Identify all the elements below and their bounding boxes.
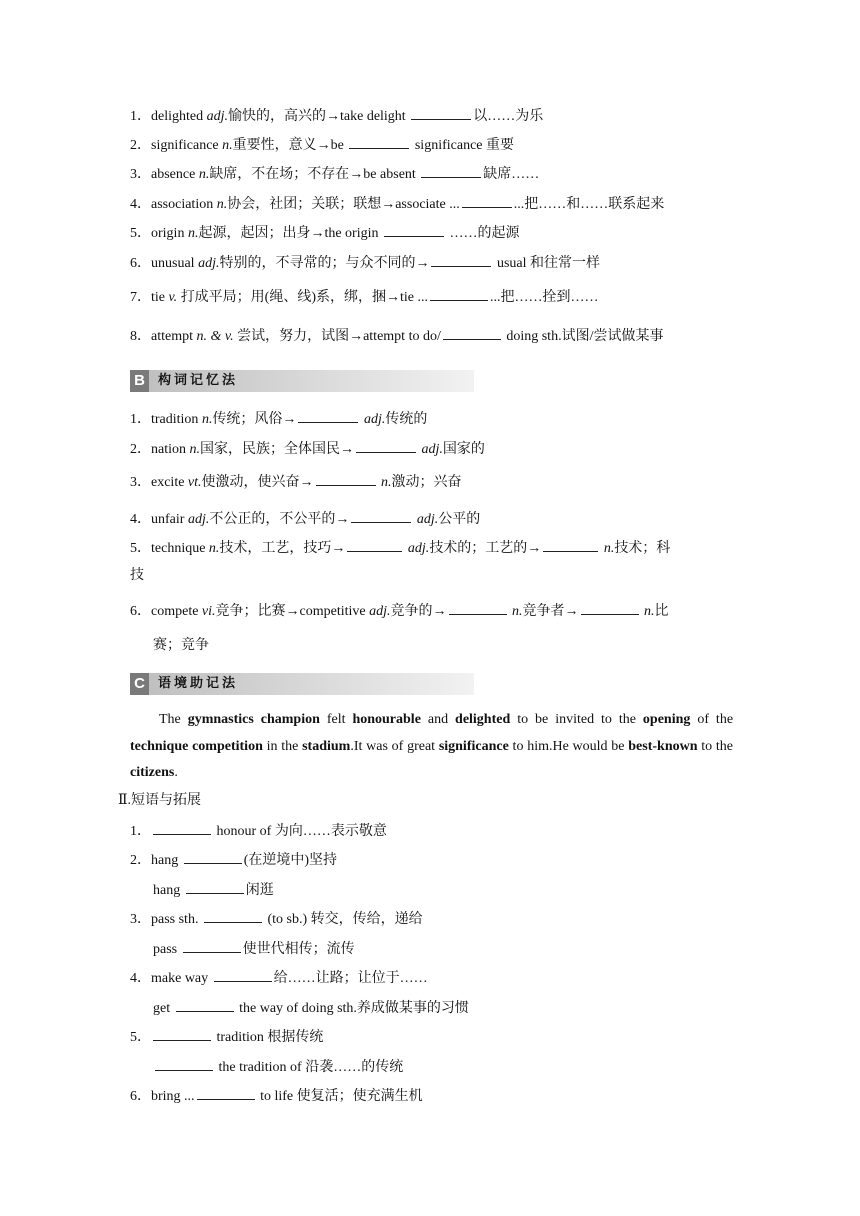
- item-number: 3: [130, 912, 137, 927]
- vocab-word: excite: [151, 475, 188, 490]
- item-separator: ．: [137, 824, 151, 839]
- key-word: gymnastics champion: [187, 712, 320, 727]
- vocab-continuation: doing sth.试图/尝试做某事: [502, 329, 664, 344]
- part-of-speech: n.: [644, 604, 655, 619]
- section-b-header: [130, 370, 474, 392]
- part-of-speech: vi.: [201, 604, 216, 619]
- part-of-speech: adj.: [198, 256, 220, 271]
- vocab-word: tradition: [151, 412, 202, 427]
- phrase-prefix: hang: [153, 883, 184, 898]
- part-of-speech: adj.: [369, 604, 391, 619]
- vocab-word: compete: [151, 604, 202, 619]
- item-separator: ．: [137, 197, 151, 212]
- paragraph-text: .It was of great: [350, 738, 439, 754]
- part-of-speech: adj.: [187, 512, 210, 527]
- item-separator: ．: [137, 541, 151, 556]
- vocab-definition: 比: [654, 604, 669, 619]
- vocab-word: delighted: [151, 109, 207, 124]
- vocab-item: [130, 253, 600, 273]
- item-number: 5: [130, 226, 137, 241]
- item-separator: ．: [137, 256, 151, 271]
- key-word: technique competition: [130, 738, 263, 754]
- vocab-word: nation: [151, 442, 190, 457]
- item-number: 1: [130, 109, 137, 124]
- item-number: 2: [130, 138, 137, 153]
- phrase-item: [130, 968, 428, 988]
- phrase-prefix: pass sth.: [151, 912, 202, 927]
- vocab-definition: 传统的: [385, 412, 428, 427]
- fill-in-blank[interactable]: [197, 1086, 255, 1100]
- phrase-meaning: 闲逛: [245, 883, 274, 898]
- vocab-definition: 重要性，意义→be: [232, 138, 348, 153]
- vocab-definition: 技术；科: [614, 541, 671, 556]
- fill-in-blank[interactable]: [214, 968, 272, 982]
- fill-in-blank[interactable]: [347, 538, 402, 552]
- part-of-speech: n.: [201, 412, 213, 427]
- line-continuation: [130, 567, 144, 585]
- item-separator: ．: [137, 329, 151, 344]
- phrase-prefix: hang: [151, 853, 182, 868]
- fill-in-blank[interactable]: [184, 850, 242, 864]
- paragraph-text: to be invited to the: [510, 712, 643, 727]
- item-separator: ．: [137, 971, 151, 986]
- key-word: significance: [438, 738, 509, 754]
- paragraph-text: The: [159, 712, 188, 727]
- fill-in-blank[interactable]: [153, 821, 211, 835]
- vocab-continuation: 缺席……: [483, 167, 540, 182]
- vocab-continuation: ...把……和……联系起来: [513, 197, 665, 212]
- paragraph-text: of the: [690, 712, 734, 727]
- item-number: 4: [130, 197, 137, 212]
- word-formation-item: [130, 409, 427, 429]
- fill-in-blank[interactable]: [430, 287, 488, 301]
- phrase-meaning: 给……让路；让位于……: [273, 971, 428, 986]
- part-of-speech: n.: [187, 226, 199, 241]
- vocab-word: unusual: [151, 256, 199, 271]
- part-of-speech: adj.: [407, 541, 430, 556]
- item-number: 8: [130, 329, 137, 344]
- fill-in-blank[interactable]: [155, 1057, 213, 1071]
- vocab-definition: 尝试，努力，试图→attempt to do/: [233, 329, 441, 344]
- item-number: 1: [130, 412, 137, 427]
- item-number: 4: [130, 512, 137, 527]
- fill-in-blank[interactable]: [431, 253, 491, 267]
- item-number: 3: [130, 475, 137, 490]
- fill-in-blank[interactable]: [543, 538, 598, 552]
- item-number: 6: [130, 604, 137, 619]
- fill-in-blank[interactable]: [351, 509, 411, 523]
- fill-in-blank[interactable]: [349, 135, 409, 149]
- fill-in-blank[interactable]: [183, 939, 241, 953]
- vocab-definition: 起源，起因；出身→the origin: [198, 226, 382, 241]
- fill-in-blank[interactable]: [176, 998, 234, 1012]
- item-number: 2: [130, 853, 137, 868]
- phrase-meaning: (to sb.) 转交，传给，递给: [263, 912, 423, 927]
- vocab-word: tie: [151, 290, 169, 305]
- vocab-definition: 国家，民族；全体国民→: [200, 442, 354, 457]
- fill-in-blank[interactable]: [581, 601, 639, 615]
- phrase-prefix: get: [153, 1001, 174, 1016]
- fill-in-blank[interactable]: [298, 409, 358, 423]
- vocab-word: unfair: [151, 512, 188, 527]
- key-word: delighted: [455, 712, 511, 727]
- part-of-speech: n.: [208, 541, 220, 556]
- fill-in-blank[interactable]: [186, 880, 244, 894]
- phrase-item: [130, 1027, 323, 1047]
- part-heading-text: Ⅱ.短语与拓展: [118, 793, 202, 808]
- item-separator: ．: [137, 1089, 151, 1104]
- vocab-definition: 国家的: [442, 442, 485, 457]
- vocab-item: [130, 135, 514, 155]
- key-word: best-known: [628, 738, 698, 754]
- vocab-continuation: ...把……拴到……: [490, 290, 599, 305]
- item-number: 5: [130, 1030, 137, 1045]
- phrase-meaning: the tradition of 沿袭……的传统: [215, 1060, 404, 1075]
- vocab-continuation: significance 重要: [411, 138, 514, 153]
- part-of-speech: n.: [222, 138, 233, 153]
- part-of-speech: adj.: [206, 109, 228, 124]
- phrase-item: [153, 1057, 403, 1077]
- part-of-speech: n. & v.: [196, 329, 234, 344]
- item-number: 3: [130, 167, 137, 182]
- item-separator: ．: [137, 912, 151, 927]
- section-title: 语境助记法: [158, 676, 239, 691]
- phrase-item: [153, 998, 469, 1018]
- item-separator: ．: [137, 512, 151, 527]
- section-tag: C: [130, 673, 149, 695]
- paragraph-text: to the: [697, 738, 734, 754]
- vocab-item: [130, 223, 520, 243]
- item-number: 6: [130, 1089, 137, 1104]
- item-number: 5: [130, 541, 137, 556]
- vocab-definition: 竞争；比赛→competitive: [215, 604, 370, 619]
- part-of-speech: n.: [198, 167, 210, 182]
- line-continuation: [153, 637, 209, 655]
- word-formation-item: [130, 601, 669, 621]
- fill-in-blank[interactable]: [316, 472, 376, 486]
- vocab-definition: 打成平局；用(绳、线)系，绑，捆→tie ...: [177, 290, 429, 305]
- part-of-speech: v.: [168, 290, 178, 305]
- phrase-item: [153, 939, 355, 959]
- item-number: 7: [130, 290, 137, 305]
- item-separator: ．: [137, 475, 151, 490]
- phrase-item: [153, 880, 274, 900]
- vocab-word: absence: [151, 167, 199, 182]
- vocab-definition: 传统；风俗→: [212, 412, 297, 427]
- word-formation-item: [130, 472, 462, 492]
- key-word: opening: [642, 712, 691, 727]
- phrase-meaning: to life 使复活；使充满生机: [256, 1089, 423, 1104]
- context-paragraph: [130, 707, 733, 787]
- fill-in-blank[interactable]: [462, 194, 512, 208]
- vocab-word: origin: [151, 226, 188, 241]
- phrase-prefix: make way: [151, 971, 212, 986]
- vocab-word: association: [151, 197, 217, 212]
- vocab-definition: 愉快的，高兴的→take delight: [228, 109, 410, 124]
- item-separator: ．: [137, 604, 151, 619]
- part-of-speech: n.: [216, 197, 228, 212]
- vocab-item: [130, 106, 543, 126]
- item-separator: ．: [137, 226, 151, 241]
- phrase-meaning: the way of doing sth.养成做某事的习惯: [235, 1001, 469, 1016]
- phrase-item: [130, 909, 423, 929]
- section-title: 构词记忆法: [158, 373, 239, 388]
- vocab-definition: 赛；竞争: [153, 638, 209, 653]
- vocab-definition: 竞争者→: [522, 604, 579, 619]
- part-of-speech: n.: [512, 604, 523, 619]
- item-separator: ．: [137, 138, 151, 153]
- key-word: honourable: [352, 712, 421, 727]
- vocab-definition: 技术，工艺，技巧→: [219, 541, 346, 556]
- item-number: 2: [130, 442, 137, 457]
- item-number: 1: [130, 824, 137, 839]
- item-number: 4: [130, 971, 137, 986]
- part-of-speech: n.: [381, 475, 392, 490]
- vocab-definition: 公平的: [438, 512, 481, 527]
- item-separator: ．: [137, 853, 151, 868]
- phrase-meaning: 使世代相传；流传: [242, 942, 355, 957]
- vocab-definition: 不公正的，不公平的→: [209, 512, 350, 527]
- fill-in-blank[interactable]: [153, 1027, 211, 1041]
- key-word: citizens: [130, 765, 175, 780]
- item-separator: ．: [137, 412, 151, 427]
- fill-in-blank[interactable]: [356, 439, 416, 453]
- vocab-word: attempt: [151, 329, 197, 344]
- item-number: 6: [130, 256, 137, 271]
- vocab-item: [130, 164, 539, 184]
- word-formation-item: [130, 538, 670, 558]
- vocab-item: [130, 287, 599, 307]
- paragraph-text: .: [174, 765, 178, 780]
- vocab-item: [130, 194, 664, 214]
- vocab-definition: 竞争的→: [390, 604, 447, 619]
- paragraph-text: felt: [319, 712, 353, 727]
- fill-in-blank[interactable]: [411, 106, 471, 120]
- fill-in-blank[interactable]: [204, 909, 262, 923]
- phrase-prefix: pass: [153, 942, 181, 957]
- phrase-item: [130, 850, 337, 870]
- part-of-speech: n.: [189, 442, 200, 457]
- vocab-word: significance: [151, 138, 223, 153]
- vocab-word: technique: [151, 541, 209, 556]
- vocab-definition: 使激动，使兴奋→: [201, 475, 314, 490]
- phrase-prefix: bring ...: [151, 1089, 195, 1104]
- key-word: stadium: [302, 738, 351, 754]
- paragraph-text: to him.He would be: [508, 738, 629, 754]
- item-separator: ．: [137, 290, 151, 305]
- vocab-definition: 技术的；工艺的→: [429, 541, 542, 556]
- part-of-speech: adj.: [363, 412, 386, 427]
- item-separator: ．: [137, 1030, 151, 1045]
- part-of-speech: adj.: [421, 442, 443, 457]
- phrase-meaning: (在逆境中)坚持: [243, 853, 338, 868]
- vocab-definition: 缺席，不在场；不存在→be absent: [209, 167, 420, 182]
- vocab-definition: 激动；兴奋: [391, 475, 462, 490]
- vocab-definition: 特别的，不寻常的；与众不同的→: [219, 256, 430, 271]
- word-formation-item: [130, 439, 485, 459]
- fill-in-blank[interactable]: [421, 164, 481, 178]
- part-of-speech: vt.: [187, 475, 202, 490]
- vocab-item: [130, 326, 663, 346]
- paragraph-text: in the: [262, 738, 303, 754]
- phrase-meaning: honour of 为向……表示敬意: [213, 824, 387, 839]
- part-heading: [118, 792, 201, 810]
- section-c-header: [130, 673, 474, 695]
- part-of-speech: n.: [603, 541, 615, 556]
- paragraph-text: and: [420, 712, 456, 727]
- fill-in-blank[interactable]: [384, 223, 444, 237]
- phrase-item: [130, 821, 387, 841]
- vocab-definition: 技: [130, 568, 144, 583]
- vocab-continuation: 以……为乐: [473, 109, 544, 124]
- item-separator: ．: [137, 167, 151, 182]
- fill-in-blank[interactable]: [443, 326, 501, 340]
- fill-in-blank[interactable]: [449, 601, 507, 615]
- phrase-item: [130, 1086, 423, 1106]
- vocab-continuation: usual 和往常一样: [493, 256, 601, 271]
- vocab-continuation: ……的起源: [446, 226, 520, 241]
- item-separator: ．: [137, 109, 151, 124]
- section-tag: B: [130, 370, 149, 392]
- part-of-speech: adj.: [416, 512, 439, 527]
- item-separator: ．: [137, 442, 151, 457]
- phrase-meaning: tradition 根据传统: [213, 1030, 324, 1045]
- vocab-definition: 协会，社团；关联；联想→associate ...: [227, 197, 460, 212]
- word-formation-item: [130, 509, 480, 529]
